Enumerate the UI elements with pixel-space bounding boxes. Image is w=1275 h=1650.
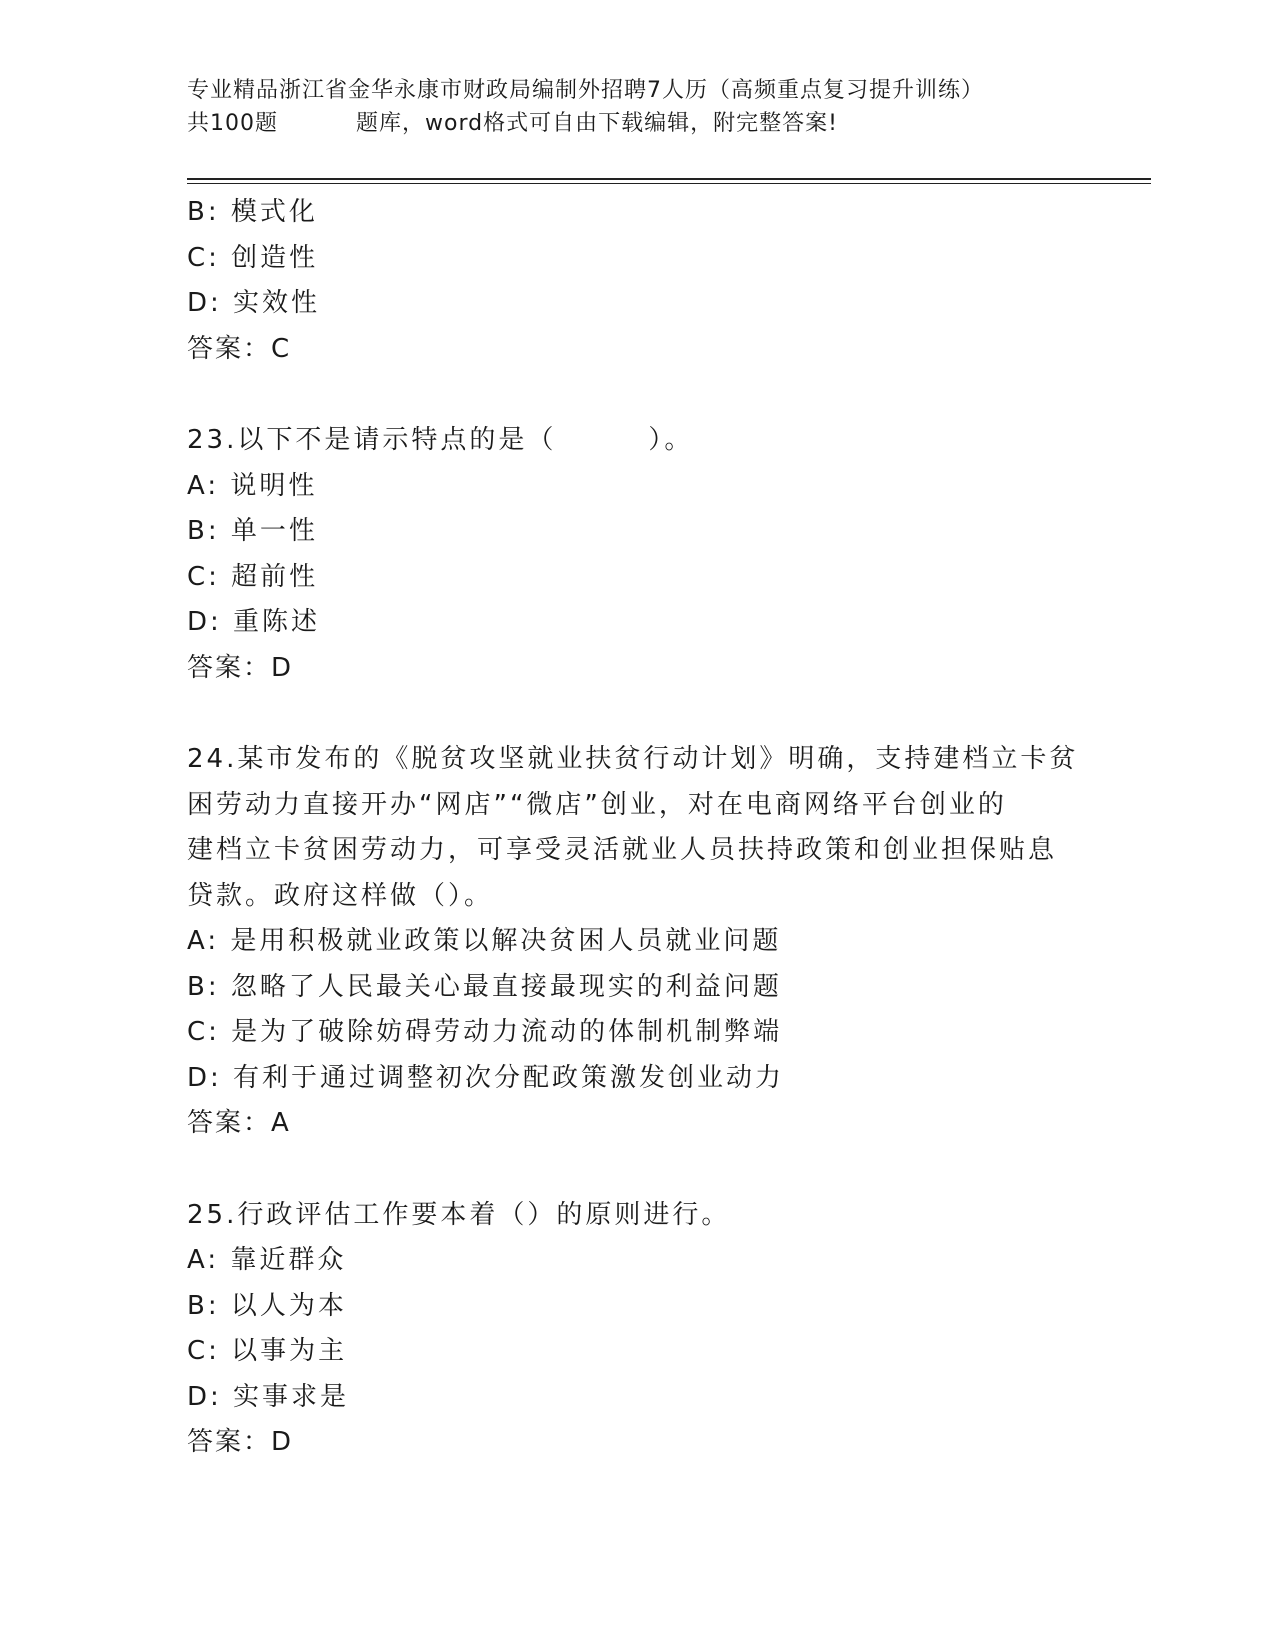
option-c: C: 以事为主: [187, 1336, 348, 1366]
page-header: [187, 74, 1087, 140]
option-b: B: 单一性: [187, 516, 318, 546]
option-b: B: 模式化: [187, 197, 318, 227]
option-c: C: 是为了破除妨碍劳动力流动的体制机制弊端: [187, 1017, 783, 1047]
question-stem-end: ）。: [648, 425, 694, 455]
option-a: A: 靠近群众: [187, 1245, 347, 1275]
answer-line: 答案：A: [187, 1108, 291, 1138]
answer-line: 答案：D: [187, 1427, 294, 1457]
question-23: [187, 418, 1087, 691]
header-title-line2: [187, 107, 1087, 140]
question-stem: [187, 418, 1087, 464]
question-24: [187, 737, 1087, 1147]
question-stem: 25.行政评估工作要本着（）的原则进行。: [187, 1199, 731, 1230]
option-b: B: 以人为本: [187, 1290, 347, 1321]
option-d: D: 有利于通过调整初次分配政策激发创业动力: [187, 1062, 785, 1093]
option-d: D: 实事求是: [187, 1381, 350, 1412]
question-stem-line: 困劳动力直接开办“网店”“微店”创业，对在电商网络平台创业的: [187, 789, 1007, 820]
header-question-count: 共100题: [187, 111, 278, 136]
question-stem-start: 23.以下不是请示特点的是（: [187, 425, 557, 455]
question-stem-line: 贷款。政府这样做（）。: [187, 880, 494, 911]
header-title-line1: 专业精品浙江省金华永康市财政局编制外招聘7人历（高频重点复习提升训练）: [187, 78, 984, 103]
option-c: C: 创造性: [187, 242, 319, 273]
option-a: A: 是用积极就业政策以解决贫困人员就业问题: [187, 926, 782, 956]
question-22-continued: [187, 190, 1087, 372]
answer-line: 答案：C: [187, 333, 292, 364]
header-description: 题库，word格式可自由下载编辑，附完整答案!: [356, 111, 838, 136]
question-25: [187, 1193, 1087, 1466]
question-stem-line: 24.某市发布的《脱贫攻坚就业扶贫行动计划》明确，支持建档立卡贫: [187, 744, 1079, 774]
option-a: A: 说明性: [187, 470, 318, 501]
option-d: D: 实效性: [187, 288, 321, 318]
header-divider-thin: [187, 183, 1151, 184]
question-list: [187, 190, 1087, 1466]
header-divider-thick: [187, 178, 1151, 180]
question-stem-line: 建档立卡贫困劳动力，可享受灵活就业人员扶持政策和创业担保贴息: [187, 835, 1058, 865]
option-b: B: 忽略了人民最关心最直接最现实的利益问题: [187, 971, 782, 1002]
option-d: D: 重陈述: [187, 607, 321, 637]
option-c: C: 超前性: [187, 561, 319, 592]
answer-line: 答案：D: [187, 652, 294, 683]
